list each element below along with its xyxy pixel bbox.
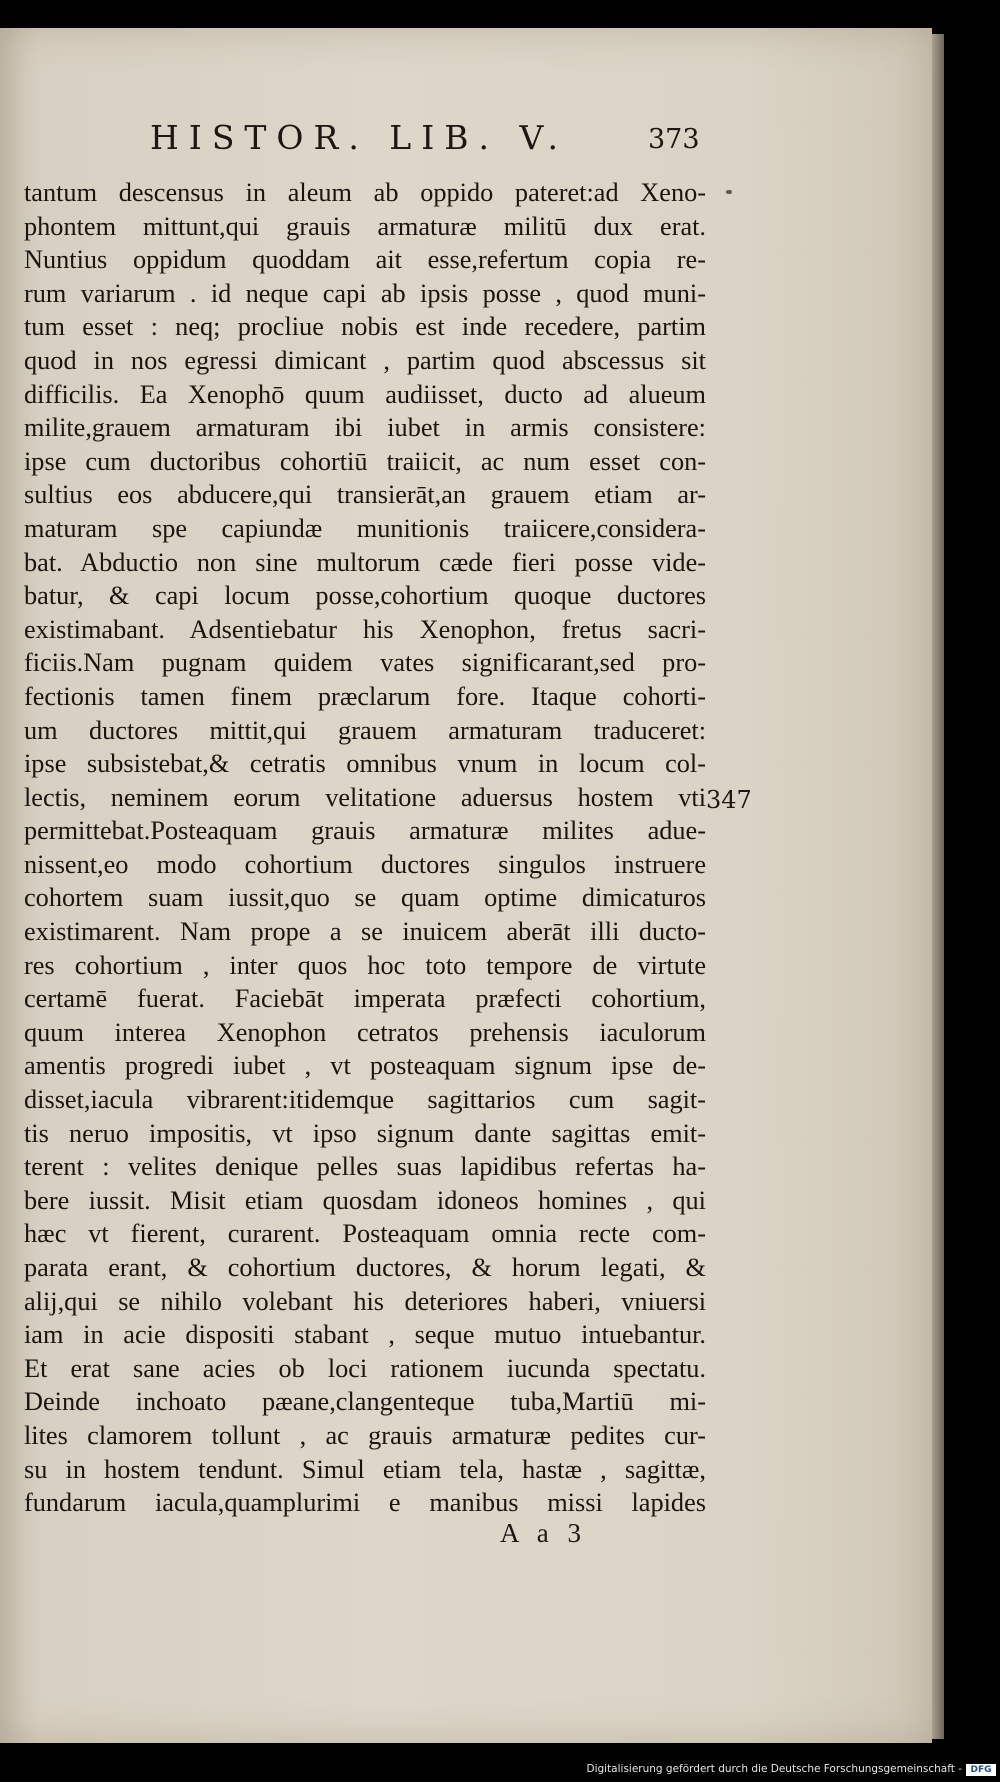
margin-note: 347	[706, 786, 752, 814]
text-line: cohortem suam iussit,quo se quam optime dimicaturos	[24, 883, 706, 913]
text-line: um ductores mittit,qui grauem armaturam traduceret:	[24, 715, 706, 745]
text-line: ipse cum ductoribus cohortiū traiicit, ac num esset con-	[24, 446, 706, 476]
text-line: existimarent. Nam prope a se inuicem aberāt illi ducto-	[24, 917, 706, 947]
text-line: rum variarum . id neque capi ab ipsis posse , quod muni-	[24, 278, 706, 308]
text-line: Deinde inchoato pæane,clangenteque tuba,Martiū mi-	[24, 1387, 706, 1417]
running-head	[0, 100, 932, 160]
text-line: nissent,eo modo cohortium ductores singulos instruere	[24, 849, 706, 879]
text-line: res cohortium , inter quos hoc toto tempore de virtute	[24, 950, 706, 980]
text-line: bere iussit. Misit etiam quosdam idoneos homines , qui	[24, 1185, 706, 1215]
page-edge	[932, 34, 944, 1739]
text-line: amentis progredi iubet , vt posteaquam signum ipse de-	[24, 1051, 706, 1081]
text-line: ficiis.Nam pugnam quidem vates significarant,sed pro-	[24, 648, 706, 678]
text-line: phontem mittunt,qui grauis armaturæ militū dux erat.	[24, 211, 706, 241]
book-page	[0, 28, 932, 1743]
page-number: 373	[648, 124, 700, 155]
footer-credit-text: Digitalisierung gefördert durch die Deutsche Forschungsgemeinschaft -	[586, 1763, 962, 1775]
text-line: permittebat.Posteaquam grauis armaturæ milites adue-	[24, 816, 706, 846]
text-line: su in hostem tendunt. Simul etiam tela, hastæ , sagittæ,	[24, 1454, 706, 1484]
text-line: milite,grauem armaturam ibi iubet in armis consistere:	[24, 413, 706, 443]
text-line: tantum descensus in aleum ab oppido pateret:ad Xeno-	[24, 178, 706, 207]
ink-mark	[726, 190, 732, 194]
text-line: tum esset : neq; procliue nobis est inde recedere, partim	[24, 312, 706, 342]
text-line: sultius eos abducere,qui transierāt,an grauem etiam ar-	[24, 480, 706, 510]
text-line: quod in nos egressi dimicant , partim quod abscessus sit	[24, 345, 706, 375]
text-line: fundarum iacula,quamplurimi e manibus missi lapides	[24, 1488, 706, 1518]
text-line: maturam spe capiundæ munitionis traiicere,considera-	[24, 513, 706, 543]
text-line: Nuntius oppidum quoddam ait esse,refertum copia re-	[24, 245, 706, 275]
text-line: disset,iacula vibrarent:itidemque sagittarios cum sagit-	[24, 1085, 706, 1115]
text-line: difficilis. Ea Xenophō quum audiisset, ducto ad alueum	[24, 379, 706, 409]
text-line: iam in acie dispositi stabant , seque mutuo intuebantur.	[24, 1320, 706, 1350]
text-line: lites clamorem tollunt , ac grauis armaturæ pedites cur-	[24, 1420, 706, 1450]
text-line: terent : velites denique pelles suas lapidibus refertas ha-	[24, 1152, 706, 1182]
footer-credit-bar	[0, 1758, 1000, 1782]
signature-mark: A a 3	[500, 1518, 587, 1548]
text-line: batur, & capi locum posse,cohortium quoque ductores	[24, 581, 706, 611]
text-line: ipse subsistebat,& cetratis omnibus vnum in locum col-	[24, 749, 706, 779]
running-head-title: HISTOR. LIB. V.	[150, 118, 569, 157]
text-line: quum interea Xenophon cetratos prehensis iaculorum	[24, 1017, 706, 1047]
text-line: parata erant, & cohortium ductores, & horum legati, &	[24, 1253, 706, 1282]
text-line: existimabant. Adsentiebatur his Xenophon, fretus sacri-	[24, 614, 706, 644]
text-line: alij,qui se nihilo volebant his deteriores haberi, vniuersi	[24, 1286, 706, 1316]
text-line: tis neruo impositis, vt ipso signum dante sagittas emit-	[24, 1118, 706, 1148]
body-text	[24, 176, 706, 1520]
text-line: Et erat sane acies ob loci rationem iucunda spectatu.	[24, 1353, 706, 1383]
dfg-logo: DFG	[966, 1764, 996, 1776]
text-line: certamē fuerat. Faciebāt imperata præfecti cohortium,	[24, 984, 706, 1014]
text-line: lectis, neminem eorum velitatione aduersus hostem vti	[24, 782, 706, 812]
text-line: bat. Abductio non sine multorum cæde fieri posse vide-	[24, 547, 706, 577]
text-line: hæc vt fierent, curarent. Posteaquam omnia recte com-	[24, 1219, 706, 1249]
text-line: fectionis tamen finem præclarum fore. Itaque cohorti-	[24, 681, 706, 711]
